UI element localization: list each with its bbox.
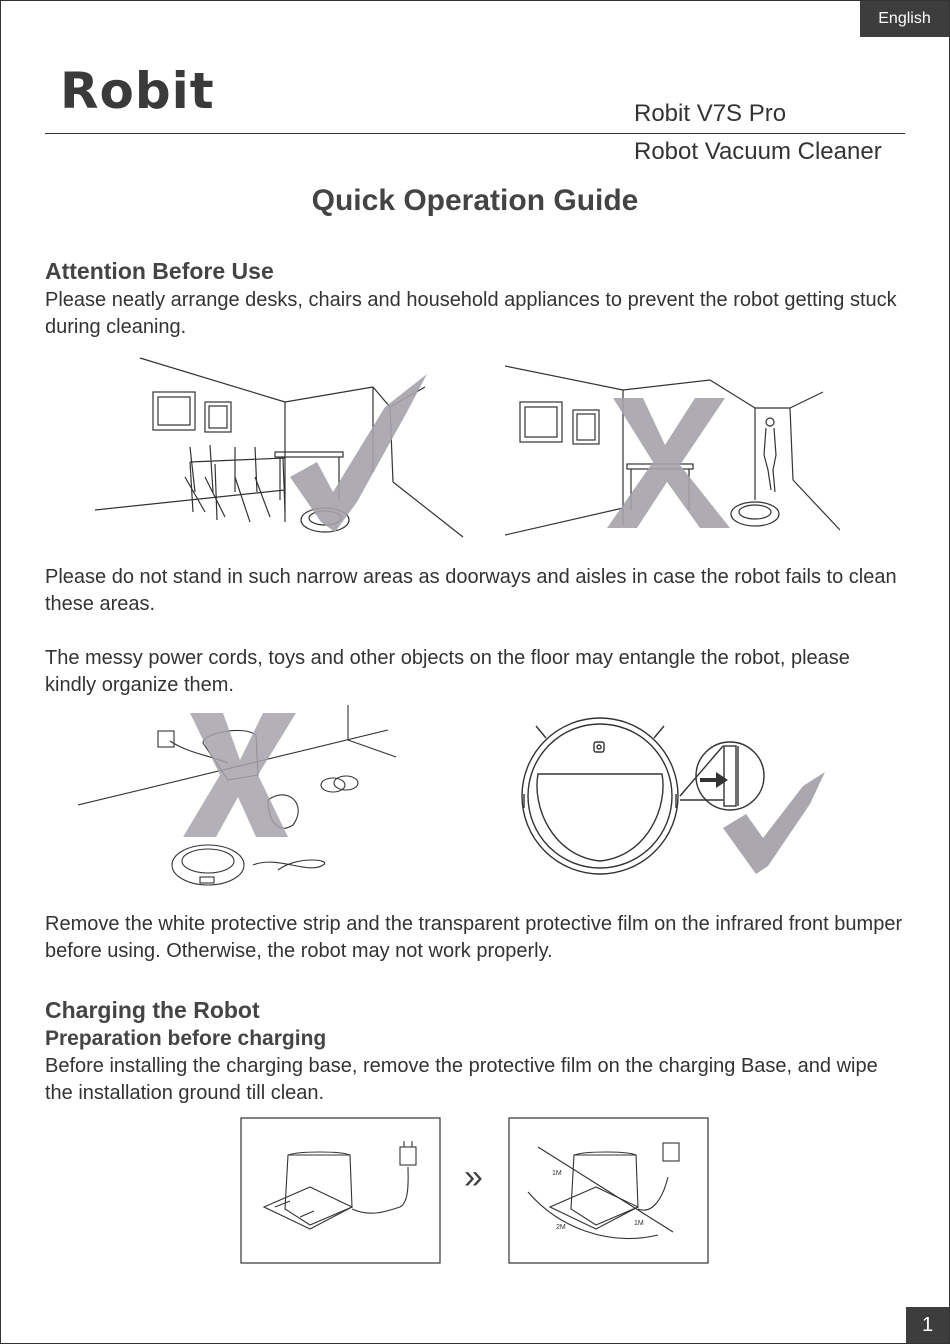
page-title: Quick Operation Guide: [311, 184, 639, 217]
charging-base-illustration: [240, 1117, 442, 1265]
charging-heading: Charging the Robot: [45, 997, 260, 1023]
charging-base-clearance-illustration: [508, 1117, 710, 1265]
attention-paragraph-2: Please do not stand in such narrow areas as doorways and aisles in case the robot fails to clean these areas.: [45, 566, 897, 615]
product-type: Robot Vacuum Cleaner: [634, 138, 882, 165]
hallway-wrong-illustration: [505, 360, 840, 540]
brand-logo: Robit: [60, 62, 215, 120]
charging-paragraph-1: Before installing the charging base, remove the protective film on the charging Base, and wipe the installation ground till clean.: [45, 1055, 878, 1104]
attention-paragraph-3: The messy power cords, toys and other objects on the floor may entangle the robot, please kindly organize them.: [45, 647, 850, 696]
header-divider: [45, 133, 905, 134]
bumper-ok-illustration: [518, 716, 833, 886]
clearance-label-right: 1M: [634, 1220, 644, 1227]
attention-heading: Attention Before Use: [45, 258, 274, 284]
next-step-chevron-icon: »: [464, 1158, 483, 1196]
messy-floor-wrong-illustration: [78, 705, 408, 890]
charging-subheading: Preparation before charging: [45, 1027, 327, 1050]
clearance-label-left: 1M: [552, 1170, 562, 1177]
language-tab[interactable]: English: [860, 1, 949, 37]
page-number: 1: [906, 1307, 949, 1343]
clearance-label-front: 2M: [556, 1224, 566, 1231]
attention-paragraph-4: Remove the white protective strip and the transparent protective film on the infrared front bumper before using. Otherwise, the robot may not work properly.: [45, 913, 903, 962]
model-name: Robit V7S Pro: [634, 100, 787, 127]
attention-paragraph-1: Please neatly arrange desks, chairs and household appliances to prevent the robot getting stuck during cleaning.: [45, 289, 897, 338]
dining-room-ok-illustration: [95, 352, 465, 542]
